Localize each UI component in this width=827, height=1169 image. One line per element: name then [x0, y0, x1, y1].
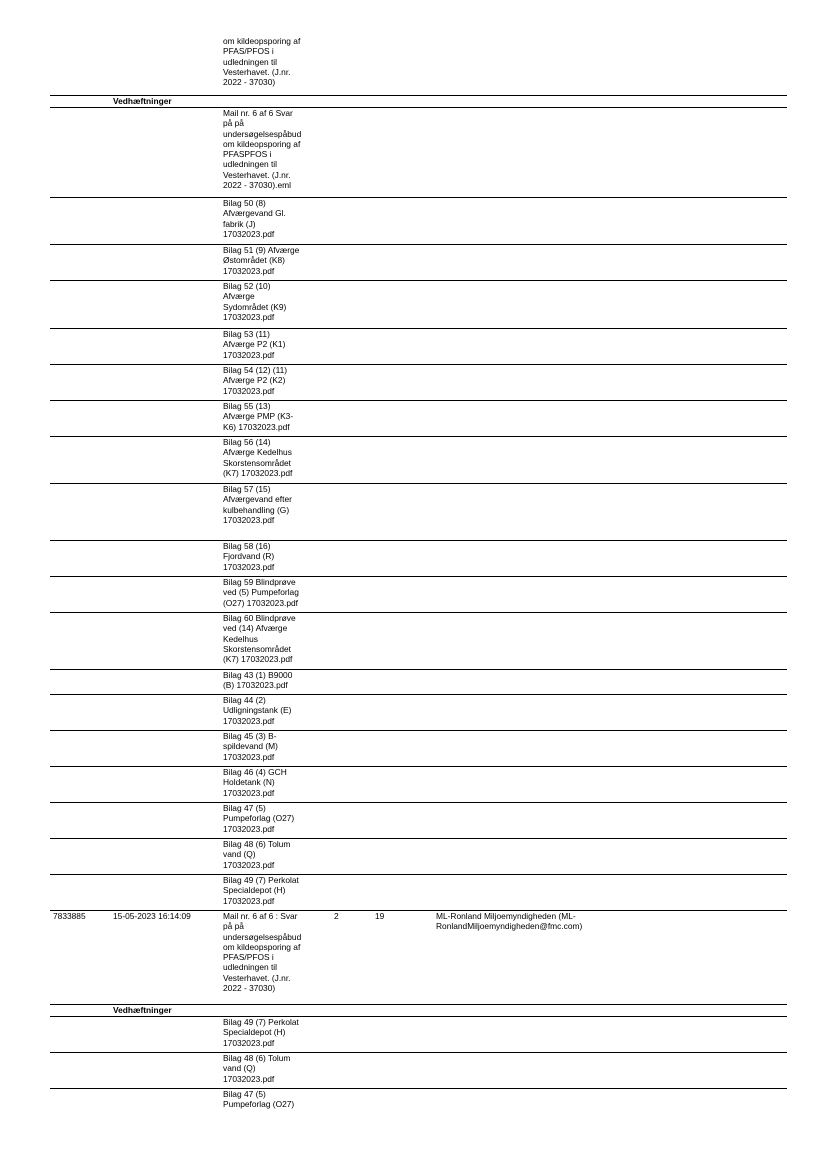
text-line: Mail nr. 6 af 6 Svar: [223, 108, 293, 118]
text-line: fabrik (J): [223, 218, 256, 229]
text-line: vand (Q): [223, 1063, 256, 1074]
text-line: 2022 - 37030): [223, 77, 276, 88]
text-line: Afværgevand Gl.: [223, 208, 286, 219]
text-line: Bilag 48 (6) Tolum: [223, 1053, 291, 1063]
text-line: Bilag 59 Blindprøve: [223, 577, 296, 587]
text-line: 17032023.pdf: [223, 265, 275, 276]
attachment-name: [223, 329, 331, 360]
attachment-name: [223, 613, 331, 664]
text-line: 17032023.pdf: [223, 1037, 275, 1048]
text-line: PFAS/PFOS i: [223, 952, 274, 963]
text-line: spildevand (M): [223, 741, 278, 752]
row-divider: [50, 838, 787, 839]
text-line: Bilag 57 (15): [223, 484, 271, 494]
attachment-name: [223, 1053, 331, 1084]
list-item: [50, 695, 787, 731]
text-line: om kildeopsporing af: [223, 138, 301, 149]
row-divider: [50, 874, 787, 875]
row-divider: [50, 244, 787, 245]
text-line: Vesterhavet. (J.nr.: [223, 169, 291, 180]
row-divider: [50, 612, 787, 613]
list-item: [50, 839, 787, 875]
text-line: 17032023.pdf: [223, 715, 275, 726]
text-line: 17032023.pdf: [223, 1073, 275, 1084]
text-line: Bilag 60 Blindprøve: [223, 613, 296, 623]
message-subject: [223, 36, 331, 87]
text-line: 17032023.pdf: [223, 823, 275, 834]
text-line: 17032023.pdf: [223, 311, 275, 322]
text-line: udledningen til: [223, 159, 278, 170]
table-row: [50, 911, 787, 1005]
text-line: undersøgelsespåbud: [223, 931, 302, 942]
text-line: (B) 17032023.pdf: [223, 680, 288, 691]
text-line: Bilag 55 (13): [223, 401, 271, 411]
text-line: 17032023.pdf: [223, 228, 275, 239]
text-line: Bilag 49 (7) Perkolat: [223, 875, 299, 885]
row-divider: [50, 694, 787, 695]
attachment-name: [223, 695, 331, 726]
text-line: Skorstensområdet: [223, 643, 291, 654]
list-item: [50, 198, 787, 245]
text-line: PFAS/PFOS i: [223, 46, 274, 57]
list-item: [50, 1017, 787, 1053]
text-line: ved (14) Afværge: [223, 623, 288, 634]
attachments-label: Vedhæftninger: [113, 1005, 172, 1015]
row-divider: [50, 197, 787, 198]
text-line: kulbehandling (G): [223, 504, 290, 515]
attachment-name: [223, 1017, 331, 1048]
list-item: [50, 401, 787, 437]
text-line: Afværge Kedelhus: [223, 447, 292, 458]
text-line: Skorstensområdet: [223, 457, 291, 468]
attachment-name: [223, 731, 331, 762]
attachments-label: Vedhæftninger: [113, 96, 172, 106]
text-line: Udligningstank (E): [223, 705, 292, 716]
list-item: [50, 767, 787, 803]
text-line: på på: [223, 921, 244, 932]
row-divider: [50, 483, 787, 484]
attachment-name: [223, 803, 331, 834]
text-line: Bilag 56 (14): [223, 437, 271, 447]
text-line: 17032023.pdf: [223, 859, 275, 870]
text-line: om kildeopsporing af: [223, 36, 301, 46]
text-line: Vesterhavet. (J.nr.: [223, 972, 291, 983]
record-sender: [436, 911, 582, 932]
text-line: Østområdet (K8): [223, 255, 285, 266]
list-item: [50, 577, 787, 613]
attachments-header: [50, 1005, 787, 1017]
row-divider: [50, 1052, 787, 1053]
text-line: 17032023.pdf: [223, 787, 275, 798]
list-item: [50, 875, 787, 911]
text-line: Bilag 54 (12) (11): [223, 365, 288, 375]
text-line: Bilag 48 (6) Tolum: [223, 839, 291, 849]
row-divider: [50, 766, 787, 767]
text-line: Specialdepot (H): [223, 885, 286, 896]
text-line: vand (Q): [223, 849, 256, 860]
list-item: [50, 281, 787, 329]
text-line: Bilag 53 (11): [223, 329, 270, 339]
text-line: Afværge: [223, 291, 255, 302]
text-line: (O27) 17032023.pdf: [223, 597, 298, 608]
record-id: 7833885: [53, 911, 86, 921]
list-item: [50, 437, 787, 484]
row-divider: [50, 802, 787, 803]
list-item: [50, 484, 787, 541]
list-item: [50, 36, 787, 96]
list-item: [50, 670, 787, 695]
text-line: Bilag 44 (2): [223, 695, 266, 705]
row-divider: [50, 730, 787, 731]
attachment-name: [223, 281, 331, 322]
row-divider: [50, 576, 787, 577]
text-line: (K7) 17032023.pdf: [223, 654, 293, 665]
text-line: Sydområdet (K9): [223, 301, 287, 312]
text-line: Bilag 58 (16): [223, 541, 271, 551]
text-line: Bilag 50 (8): [223, 198, 266, 208]
text-line: Afværge P2 (K2): [223, 375, 286, 386]
attachment-name: [223, 767, 331, 798]
list-item: [50, 108, 787, 198]
text-line: Fjordvand (R): [223, 551, 275, 562]
list-item: [50, 245, 787, 281]
text-line: Bilag 51 (9) Afværge: [223, 245, 300, 255]
text-line: RonlandMiljoemyndigheden@fmc.com): [436, 921, 583, 932]
text-line: Bilag 45 (3) B-: [223, 731, 277, 741]
text-line: K6) 17032023.pdf: [223, 421, 290, 432]
attachment-name: [223, 1089, 331, 1110]
text-line: PFASPFOS i: [223, 149, 272, 160]
attachment-name: [223, 437, 331, 478]
text-line: om kildeopsporing af: [223, 941, 301, 952]
text-line: udledningen til: [223, 56, 278, 67]
text-line: Afværgevand efter: [223, 494, 292, 505]
attachment-name: [223, 577, 331, 608]
text-line: ved (5) Pumpeforlag: [223, 587, 299, 598]
text-line: udledningen til: [223, 962, 278, 973]
text-line: Bilag 47 (5): [223, 1089, 266, 1099]
text-line: Vesterhavet. (J.nr.: [223, 66, 291, 77]
text-line: Specialdepot (H): [223, 1027, 286, 1038]
attachment-name: [223, 541, 331, 572]
text-line: Bilag 47 (5): [223, 803, 266, 813]
attachment-name: [223, 670, 331, 691]
text-line: Pumpeforlag (O27): [223, 813, 295, 824]
text-line: undersøgelsespåbud: [223, 128, 302, 139]
attachment-name: [223, 365, 331, 396]
document-page: [50, 36, 787, 1129]
record-count-2: 19: [375, 911, 385, 921]
attachment-name: [223, 839, 331, 870]
list-item: [50, 803, 787, 839]
text-line: 2022 - 37030).eml: [223, 180, 291, 191]
text-line: 17032023.pdf: [223, 895, 275, 906]
list-item: [50, 541, 787, 577]
attachment-name: [223, 401, 331, 432]
text-line: Kedelhus: [223, 633, 258, 644]
text-line: ML-Ronland Miljoemyndigheden (ML-: [436, 911, 576, 921]
text-line: Holdetank (N): [223, 777, 275, 788]
attachments-header: [50, 96, 787, 108]
list-item: [50, 329, 787, 365]
list-item: [50, 731, 787, 767]
text-line: 17032023.pdf: [223, 385, 275, 396]
text-line: 17032023.pdf: [223, 751, 275, 762]
attachment-name: [223, 875, 331, 906]
text-line: Bilag 46 (4) GCH: [223, 767, 287, 777]
attachment-name: [223, 484, 331, 525]
row-divider: [50, 436, 787, 437]
row-divider: [50, 400, 787, 401]
record-count-1: 2: [334, 911, 339, 921]
message-subject: [223, 911, 331, 993]
row-divider: [50, 540, 787, 541]
row-divider: [50, 669, 787, 670]
text-line: Bilag 52 (10): [223, 281, 271, 291]
list-item: [50, 1053, 787, 1089]
text-line: 17032023.pdf: [223, 349, 275, 360]
text-line: 17032023.pdf: [223, 514, 275, 525]
text-line: 17032023.pdf: [223, 561, 275, 572]
attachment-name: [223, 108, 331, 190]
text-line: (K7) 17032023.pdf: [223, 467, 293, 478]
row-divider: [50, 280, 787, 281]
text-line: Mail nr. 6 af 6 : Svar: [223, 911, 298, 921]
text-line: Bilag 49 (7) Perkolat: [223, 1017, 299, 1027]
text-line: Afværge PMP (K3-: [223, 411, 294, 422]
row-divider: [50, 1088, 787, 1089]
text-line: Pumpeforlag (O27): [223, 1099, 295, 1110]
text-line: Bilag 43 (1) B9000: [223, 670, 293, 680]
text-line: på på: [223, 118, 244, 129]
record-date: 15-05-2023 16:14:09: [113, 911, 191, 921]
text-line: Afværge P2 (K1): [223, 339, 286, 350]
list-item: [50, 365, 787, 401]
attachment-name: [223, 198, 331, 239]
row-divider: [50, 328, 787, 329]
list-item: [50, 1089, 787, 1129]
attachment-name: [223, 245, 331, 276]
list-item: [50, 613, 787, 670]
row-divider: [50, 364, 787, 365]
text-line: 2022 - 37030): [223, 983, 276, 994]
